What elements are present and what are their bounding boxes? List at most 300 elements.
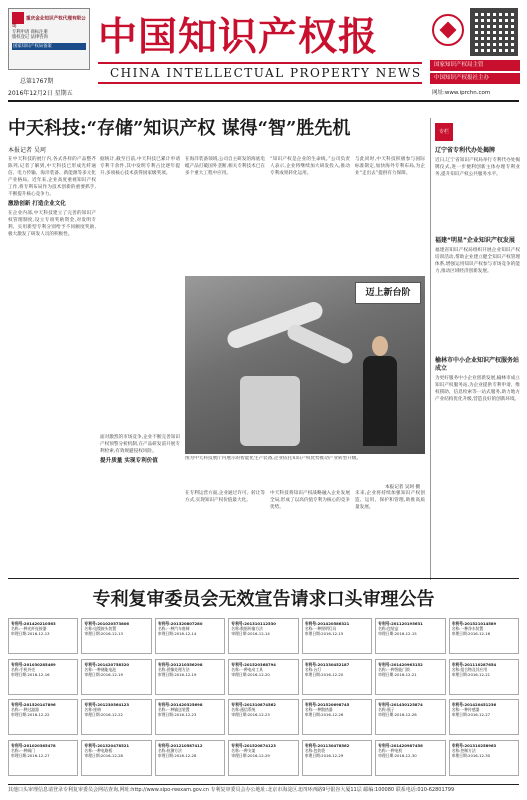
notice-field-label: 名称 <box>451 707 460 712</box>
notice-field-date: 审理日期:2016-12-28 <box>157 752 197 758</box>
notice-field-label: 审理日期 <box>378 671 394 677</box>
masthead-advertisement[interactable] <box>8 8 90 70</box>
notice-field-label: 审理日期 <box>157 631 174 636</box>
notice-field-label: 审理日期 <box>451 712 467 717</box>
notice-field-label: 名称 <box>304 626 313 631</box>
notice-card[interactable] <box>8 740 78 776</box>
person-head <box>372 336 388 356</box>
notice-field-label: 名称 <box>378 666 386 672</box>
notice-field-label: 审理日期 <box>231 631 247 636</box>
article-byline: 本报记者 吴珂 <box>8 147 46 154</box>
article-column <box>185 490 265 570</box>
notice-field-label: 名称 <box>231 626 239 631</box>
notice-field-name: 名称:组合物及其应用 <box>451 666 488 672</box>
notice-field-name: 名称:台灯 <box>304 666 322 672</box>
page-footer: 其他口头审理信息请登录专利复审委员会网站查询,网址:http://www.sipo-reexam.gov.cn 专利复审委员会办公地址:北京市海淀区北四环西路9号银谷大厦11层 邮编:100080 联系电话:010-62801799 <box>8 784 519 794</box>
photo-credit: 本报记者 吴珂 摄 <box>385 485 421 490</box>
article-column <box>100 156 180 272</box>
notice-card[interactable] <box>81 699 151 735</box>
notice-field-value: 201310258963 <box>464 742 497 748</box>
notice-field-value: 2016-12-30 <box>394 752 417 758</box>
notice-field-value: 201420987456 <box>391 742 423 748</box>
notice-card[interactable] <box>375 699 445 735</box>
notice-field-label: 名称 <box>157 747 166 753</box>
notice-field-name: 名称:手机外壳 <box>11 666 36 672</box>
notice-field-no: 专利号:201520147896 <box>11 702 56 707</box>
notice-field-value: 2016-12-13 <box>100 631 123 636</box>
notice-field-date: 审理日期:2016-12-14 <box>231 631 270 636</box>
article-column <box>185 156 265 272</box>
notice-field-date: 审理日期:2016-12-27 <box>11 752 50 758</box>
notice-field-label: 专利号 <box>231 661 243 667</box>
notice-field-no: 专利号:201420451236 <box>451 702 497 707</box>
notice-card[interactable] <box>449 699 519 735</box>
notice-field-value: 201020365478 <box>23 742 56 748</box>
notice-field-label: 审理日期 <box>451 631 467 636</box>
article-paragraph: 在企业内部,中天科技建立了完善的知识产权管理制度,设立专项奖励资金,对发明专利、实用新型专利分别给予不同额度奖励,极大激发了研发人员的积极性。 <box>8 211 96 237</box>
notice-card[interactable] <box>375 618 445 654</box>
notice-field-label: 名称 <box>304 666 313 672</box>
notice-field-name: 名称:一种智能门锁 <box>378 666 410 672</box>
notice-field-value: 数据传输方法 <box>240 626 263 631</box>
notice-card[interactable] <box>228 740 298 776</box>
notice-field-no: 专利号:201520874123 <box>231 742 276 748</box>
article-column <box>355 490 425 570</box>
notice-field-value: 201420963152 <box>391 661 423 667</box>
notice-field-value: 2016-12-14 <box>174 631 197 636</box>
notice-grid <box>8 618 519 778</box>
notice-field-label: 专利号 <box>451 621 463 626</box>
article-column <box>270 156 350 272</box>
notice-field-value: 201020573806 <box>97 621 130 626</box>
person-body <box>363 356 397 446</box>
notice-field-label: 审理日期 <box>11 631 27 636</box>
notice-field-value: 2016-12-29 <box>321 752 344 758</box>
notice-field-value: 一种光纤连接器 <box>19 626 47 631</box>
notice-field-label: 审理日期 <box>84 752 100 758</box>
notice-field-value: 2016-12-19 <box>100 671 123 677</box>
notice-field-date: 审理日期:2016-12-16 <box>11 671 50 677</box>
notice-card[interactable] <box>8 618 78 654</box>
notice-field-name: 名称:包装袋 <box>304 747 325 753</box>
notice-field-value: 一种传感器 <box>460 707 480 712</box>
notice-section-title[interactable]: 专利复审委员会无效宣告请求口头审理公告 <box>92 589 435 610</box>
notice-field-value: 手机外壳 <box>19 666 36 672</box>
notice-field-value: 控制方法 <box>460 747 476 753</box>
notice-field-label: 审理日期 <box>157 712 174 717</box>
notice-field-value: 201330452187 <box>317 661 350 667</box>
notice-field-value: 201230564123 <box>97 702 130 707</box>
notice-field-value: 2016-12-29 <box>247 752 270 758</box>
notice-field-name: 名称:一种光纤连接器 <box>11 626 47 631</box>
notice-field-value: 一种过滤器 <box>19 707 39 712</box>
article-paragraph: 在专利运营方面,企业通过许可、转让等方式,实现知识产权价值最大化。 <box>185 491 265 503</box>
sidebar-text: 福建省知识产权局组织开展企业知识产权培训活动,帮助企业建立健全知识产权管理体系,增强运用知识产权参与市场竞争的能力,推动区域经济创新发展。 <box>435 248 520 274</box>
news-sidebar <box>430 118 520 580</box>
notice-field-no: 专利号:201230564123 <box>84 702 130 707</box>
notice-field-value: 201120195631 <box>391 621 423 626</box>
notice-field-label: 名称 <box>84 626 93 631</box>
notice-field-label: 专利号 <box>304 661 317 667</box>
notice-field-label: 专利号 <box>304 742 317 748</box>
notice-field-date: 审理日期:2016-12-26 <box>378 712 417 717</box>
issue-number: 总第1767期 <box>20 78 54 85</box>
notice-field-label: 审理日期 <box>11 712 27 717</box>
notice-field-value: 201520368794 <box>244 661 276 667</box>
notice-field-label: 审理日期 <box>231 671 247 677</box>
notice-card[interactable] <box>81 659 151 695</box>
notice-field-name: 名称:图像处理方法 <box>157 666 190 672</box>
article-column <box>8 156 96 566</box>
notice-field-label: 名称 <box>451 747 460 753</box>
notice-field-value: 2016-12-28 <box>174 752 197 758</box>
notice-field-label: 审理日期 <box>84 712 100 717</box>
notice-field-label: 名称 <box>451 626 460 631</box>
notice-field-label: 名称 <box>157 626 166 631</box>
notice-field-date: 审理日期:2016-12-19 <box>84 671 123 677</box>
notice-field-label: 专利号 <box>451 742 463 748</box>
notice-field-label: 专利号 <box>231 702 243 707</box>
article-paragraph: 与此同时,中天科技积极参与国际标准制定,加快海外专利布局,为企业“走出去”提供有力保障。 <box>355 157 425 176</box>
notice-field-name: 名称:一种净水装置 <box>451 626 484 631</box>
notice-field-name: 名称:一种储能电池 <box>84 666 117 672</box>
notice-field-value: 包装袋 <box>313 747 325 753</box>
article-paragraph: 面对激烈的市场竞争,企业不断完善知识产权预警分析机制,在产品研发前开展专利检索,有效规避侵权风险。 <box>100 435 180 454</box>
notice-field-label: 审理日期 <box>378 631 394 636</box>
notice-field-name: 名称:瓶子 <box>378 707 395 712</box>
notice-field-value: 2016-12-27 <box>468 712 491 717</box>
notice-field-value: 组合物及其应用 <box>460 666 488 672</box>
notice-field-no: 专利号:201430125874 <box>378 702 423 707</box>
notice-card[interactable] <box>228 659 298 695</box>
notice-card[interactable] <box>302 740 372 776</box>
notice-field-no: 专利号:201521014589 <box>451 621 497 626</box>
notice-field-no: 专利号:201030285469 <box>11 661 56 667</box>
notice-card[interactable] <box>449 618 519 654</box>
notice-field-value: 201420325698 <box>170 702 203 707</box>
notice-card[interactable] <box>155 699 225 735</box>
notice-field-name: 名称:检测方法 <box>157 747 182 753</box>
notice-field-value: 台灯 <box>313 666 322 672</box>
notice-field-date: 审理日期:2016-12-19 <box>157 671 197 677</box>
notice-field-label: 专利号 <box>451 661 463 667</box>
notice-card[interactable] <box>375 740 445 776</box>
article-headline[interactable]: 中天科技:“存储”知识产权 谋得“智”胜先机 <box>8 118 351 139</box>
notice-field-date: 审理日期:2016-12-30 <box>451 752 491 758</box>
notice-field-name: 名称:座椅 <box>84 707 101 712</box>
notice-field-no: 专利号:201310112530 <box>231 621 276 626</box>
notice-field-label: 名称 <box>84 666 93 672</box>
notice-field-date: 审理日期:2016-12-20 <box>304 671 344 677</box>
notice-card[interactable] <box>228 699 298 735</box>
notice-field-label: 专利号 <box>11 621 23 626</box>
notice-field-label: 专利号 <box>84 621 96 626</box>
notice-field-value: 2016-12-19 <box>174 671 197 677</box>
publisher-label: 中国知识产权报社主办 <box>430 73 520 84</box>
notice-field-value: 2016-12-23 <box>247 712 270 717</box>
notice-field-value: 201130478562 <box>317 742 350 748</box>
photo-caption: 图为中天科技展厅内展示的智能化生产装备,企业依托知识产权优势推动产业转型升级。 <box>185 456 362 461</box>
notice-field-value: 201420451236 <box>464 702 497 707</box>
notice-field-date: 审理日期:2016-12-22 <box>84 712 123 717</box>
notice-field-label: 专利号 <box>157 702 170 707</box>
notice-field-value: 2016-12-20 <box>247 671 270 677</box>
notice-field-label: 审理日期 <box>231 712 247 717</box>
notice-field-label: 名称 <box>157 707 166 712</box>
notice-card[interactable] <box>81 618 151 654</box>
notice-field-no: 专利号:201020573806 <box>84 621 130 626</box>
article-paragraph: 中天科技将知识产权战略融入企业发展全局,形成了以高价值专利为核心的竞争优势。 <box>270 491 350 510</box>
newspaper-title-english: CHINA INTELLECTUAL PROPERTY NEWS <box>110 66 422 80</box>
notice-field-label: 审理日期 <box>84 671 100 677</box>
notice-field-value: 2016-12-30 <box>468 752 491 758</box>
notice-field-name: 名称:一种散热器 <box>304 707 333 712</box>
notice-field-label: 名称 <box>11 626 19 631</box>
notice-field-value: 2016-12-21 <box>468 671 491 677</box>
notice-card[interactable] <box>8 659 78 695</box>
article-paragraph: 未来,企业将持续加强知识产权创造、运用、保护和管理,助推高质量发展。 <box>355 491 425 510</box>
notice-field-value: 2016-12-26 <box>394 712 417 717</box>
notice-field-label: 专利号 <box>84 702 96 707</box>
notice-field-label: 名称 <box>11 666 19 672</box>
notice-field-date: 审理日期:2016-12-16 <box>451 631 491 636</box>
notice-field-label: 审理日期 <box>157 752 174 758</box>
notice-field-date: 审理日期:2016-12-23 <box>231 712 270 717</box>
notice-field-label: 专利号 <box>304 621 317 626</box>
notice-field-value: 2016-12-13 <box>27 631 50 636</box>
notice-field-label: 专利号 <box>11 742 23 748</box>
notice-field-date: 审理日期:2016-12-30 <box>378 752 417 758</box>
robot-arm-shape <box>285 322 355 366</box>
notice-field-name: 名称:控制方法 <box>451 747 476 753</box>
notice-field-date: 审理日期:2016-12-15 <box>378 631 417 636</box>
notice-field-value: 包装盒 <box>387 626 399 631</box>
notice-field-value: 201320478521 <box>97 742 130 748</box>
notice-field-label: 审理日期 <box>304 671 320 677</box>
notice-field-label: 名称 <box>304 747 313 753</box>
notice-field-value: 201310874562 <box>244 702 276 707</box>
sidebar-text: 近日,辽宁省知识产权局举行专利代办处揭牌仪式,进一步便利创新主体办理专利业务,提升知识产权公共服务水平。 <box>435 158 520 177</box>
notice-field-value: 201521014589 <box>464 621 497 626</box>
notice-field-value: 201210356298 <box>170 661 203 667</box>
notice-field-value: 瓶子 <box>387 707 395 712</box>
ad-company-name: 重庆金业知识产权代理有限公司 <box>12 16 86 29</box>
notice-field-label: 名称 <box>451 666 460 672</box>
notice-field-value: 检测方法 <box>166 747 182 753</box>
notice-field-value: 一种电机 <box>387 747 403 753</box>
notice-field-value: 一种输送装置 <box>166 707 190 712</box>
notice-field-date: 审理日期:2016-12-21 <box>378 671 417 677</box>
notice-field-label: 审理日期 <box>378 752 394 758</box>
notice-field-no: 专利号:201310874562 <box>231 702 276 707</box>
masthead <box>0 0 527 118</box>
notice-field-value: 201520874123 <box>244 742 276 748</box>
notice-field-label: 审理日期 <box>451 671 467 677</box>
notice-field-label: 审理日期 <box>231 752 247 758</box>
qr-code-icon[interactable] <box>470 8 518 56</box>
agency-logo-icon <box>12 12 24 24</box>
notice-field-label: 专利号 <box>378 702 390 707</box>
notice-field-value: 2016-12-28 <box>100 752 123 758</box>
section-divider <box>8 578 519 579</box>
notice-field-label: 名称 <box>11 747 19 753</box>
notice-field-date: 审理日期:2016-12-29 <box>304 752 344 758</box>
notice-field-date: 审理日期:2016-12-14 <box>157 631 197 636</box>
person-figure <box>363 336 397 446</box>
sidebar-headline[interactable]: 福建“明星”企业知识产权发展 <box>435 237 515 244</box>
notice-field-value: 201110287654 <box>464 661 497 667</box>
notice-field-label: 专利号 <box>304 702 317 707</box>
notice-field-name: 名称:电缆接头装置 <box>84 626 117 631</box>
notice-field-label: 名称 <box>378 707 386 712</box>
article-subheading: 提升质量 实现专利价值 <box>100 458 158 464</box>
notice-card[interactable] <box>302 659 372 695</box>
notice-field-value: 201520698745 <box>317 702 350 707</box>
notice-field-value: 201430125874 <box>391 702 423 707</box>
notice-field-label: 名称 <box>157 666 166 672</box>
notice-field-label: 专利号 <box>157 661 170 667</box>
notice-field-value: 2016-12-22 <box>27 712 50 717</box>
website-link[interactable]: 网址:www.iprchn.com <box>432 90 491 96</box>
notice-field-value: 2016-12-22 <box>100 712 123 717</box>
notice-field-label: 审理日期 <box>304 752 320 758</box>
notice-field-value: 2016-12-26 <box>321 712 344 717</box>
notice-field-name: 名称:一种电路板 <box>84 747 113 753</box>
notice-field-no: 专利号:201520698745 <box>304 702 350 707</box>
notice-field-label: 审理日期 <box>157 671 174 677</box>
notice-field-label: 名称 <box>378 626 386 631</box>
notice-field-value: 2016-12-27 <box>27 752 50 758</box>
notice-field-label: 名称 <box>231 666 239 672</box>
notice-field-value: 201030285469 <box>23 661 56 667</box>
notice-field-no: 专利号:201420987456 <box>378 742 423 748</box>
notice-card[interactable] <box>8 699 78 735</box>
notice-field-date: 审理日期:2016-12-29 <box>231 752 270 758</box>
robot-base-shape <box>240 376 300 446</box>
notice-field-label: 审理日期 <box>11 671 27 677</box>
notice-field-no: 专利号:201330452187 <box>304 661 350 667</box>
notice-card[interactable] <box>449 659 519 695</box>
notice-card[interactable] <box>81 740 151 776</box>
notice-field-label: 专利号 <box>157 621 170 626</box>
notice-field-value: 201210587412 <box>170 742 203 748</box>
emblem-icon <box>432 14 464 46</box>
notice-field-name: 名称:一种电动工具 <box>231 666 263 672</box>
notice-card[interactable] <box>155 659 225 695</box>
notice-field-name: 名称:一种汽车座椅 <box>157 626 190 631</box>
ad-strip: 国家知识产权局备案 <box>12 43 86 51</box>
notice-field-value: 一种散热器 <box>313 707 333 712</box>
notice-field-value: 2016-12-15 <box>321 631 344 636</box>
notice-card[interactable] <box>302 618 372 654</box>
notice-field-name: 名称:通信系统 <box>231 707 256 712</box>
notice-field-label: 审理日期 <box>451 752 467 758</box>
notice-field-label: 名称 <box>378 747 386 753</box>
notice-field-value: 201420758320 <box>97 661 130 667</box>
notice-field-label: 专利号 <box>11 702 23 707</box>
notice-card[interactable] <box>302 699 372 735</box>
notice-field-no: 专利号:201420325698 <box>157 702 203 707</box>
notice-field-label: 审理日期 <box>378 712 394 717</box>
notice-field-label: 审理日期 <box>304 712 320 717</box>
notice-field-date: 审理日期:2016-12-13 <box>84 631 123 636</box>
notice-field-no: 专利号:201420210563 <box>11 621 56 626</box>
sidebar-tag: 专栏 <box>435 123 453 141</box>
sidebar-text: 为更好服务中小企业创新发展,榆林市成立知识产权服务站,为企业提供专利申请、维权援助、信息检索等一站式服务,助力地方产业结构优化升级,营造良好的创新环境。 <box>435 376 520 402</box>
notice-field-date: 审理日期:2016-12-20 <box>231 671 270 677</box>
notice-field-value: 201320807280 <box>170 621 203 626</box>
notice-card[interactable] <box>155 618 225 654</box>
notice-field-label: 专利号 <box>378 661 390 667</box>
notice-field-value: 2016-12-21 <box>394 671 417 677</box>
notice-field-label: 名称 <box>231 747 239 753</box>
sidebar-headline[interactable]: 辽宁省专利代办处揭牌 <box>435 147 496 154</box>
notice-field-label: 专利号 <box>378 742 390 748</box>
notice-field-label: 名称 <box>11 707 19 712</box>
notice-field-date: 审理日期:2016-12-13 <box>11 631 50 636</box>
article-column <box>270 490 350 570</box>
article-photo[interactable] <box>185 276 425 454</box>
notice-field-name: 名称:一种照明灯具 <box>304 626 337 631</box>
photo-badge: 迈上新台阶 <box>355 282 421 304</box>
notice-field-label: 专利号 <box>231 621 243 626</box>
notice-field-label: 专利号 <box>11 661 23 667</box>
notice-card[interactable] <box>449 740 519 776</box>
notice-field-name: 名称:一种阀门 <box>11 747 36 753</box>
notice-field-value: 2016-12-15 <box>394 631 417 636</box>
notice-field-label: 审理日期 <box>84 631 100 636</box>
notice-field-value: 一种电路板 <box>93 747 113 753</box>
notice-field-no: 专利号:201420586321 <box>304 621 350 626</box>
notice-field-no: 专利号:201320478521 <box>84 742 130 748</box>
notice-field-value: 一种照明灯具 <box>313 626 337 631</box>
article-paragraph: 在中天科技的展厅内,各式各样的产品整齐陈列,记者了解到,中天科技已形成光纤通信、电力传输、海洋装备、新能源等多元化产业格局。近年来,企业高度重视知识产权工作,将专利布局作为技术创新的重要抓手,不断提升核心竞争力。 <box>8 157 96 197</box>
notice-field-label: 专利号 <box>231 742 243 748</box>
notice-field-label: 审理日期 <box>304 631 320 636</box>
notice-field-date: 审理日期:2016-12-28 <box>84 752 123 758</box>
notice-field-date: 审理日期:2016-12-22 <box>11 712 50 717</box>
notice-field-label: 名称 <box>84 707 93 712</box>
notice-field-value: 电缆接头装置 <box>93 626 117 631</box>
notice-field-label: 名称 <box>304 707 313 712</box>
notice-field-no: 专利号:201520368794 <box>231 661 276 667</box>
notice-field-value: 一种电动工具 <box>240 666 263 672</box>
notice-field-value: 图像处理方法 <box>166 666 190 672</box>
notice-field-value: 一种智能门锁 <box>387 666 410 672</box>
notice-field-value: 2016-12-16 <box>27 671 50 677</box>
notice-field-date: 审理日期:2016-12-26 <box>304 712 344 717</box>
notice-field-no: 专利号:201420758320 <box>84 661 130 667</box>
notice-field-value: 一种阀门 <box>19 747 36 753</box>
notice-field-label: 专利号 <box>378 621 390 626</box>
notice-field-value: 2016-12-14 <box>247 631 270 636</box>
notice-field-value: 2016-12-16 <box>468 631 491 636</box>
notice-field-value: 一种汽车座椅 <box>166 626 190 631</box>
masthead-divider <box>8 100 519 102</box>
sidebar-headline[interactable]: 榆林市中小企业知识产权服务站成立 <box>435 357 520 372</box>
notice-field-no: 专利号:201310258963 <box>451 742 497 748</box>
notice-card[interactable] <box>228 618 298 654</box>
notice-field-label: 专利号 <box>451 702 463 707</box>
notice-card[interactable] <box>375 659 445 695</box>
notice-card[interactable] <box>155 740 225 776</box>
ad-line: 专利申请 商标注册 <box>12 29 48 35</box>
article-column <box>355 156 425 272</box>
article-paragraph: 据统计,截至目前,中天科技已累计申请专利千余件,其中发明专利占比逐年提升,多项核心技术获得国家级奖项。 <box>100 157 180 176</box>
newspaper-title: 中国知识产权报 <box>98 14 379 60</box>
supervisor-label: 国家知识产权局主管 <box>430 60 520 71</box>
notice-field-label: 专利号 <box>157 742 170 748</box>
